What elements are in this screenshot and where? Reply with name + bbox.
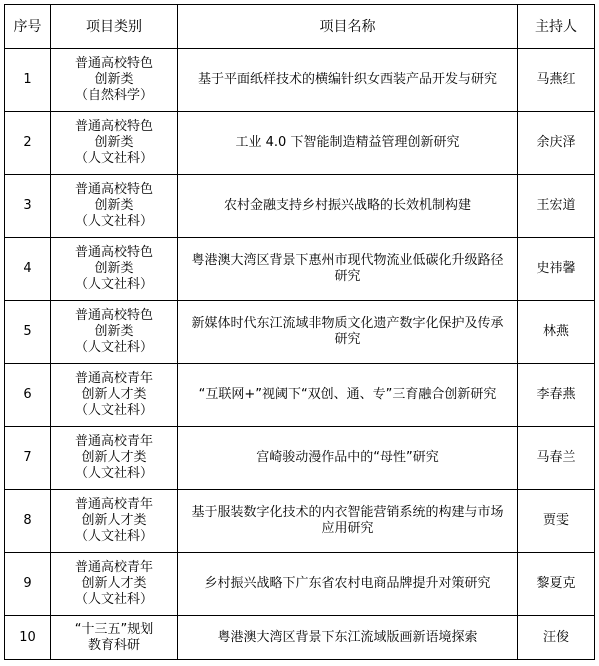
cell-no: 7 [5, 427, 51, 490]
cell-project-name: 乡村振兴战略下广东省农村电商品牌提升对策研究 [178, 553, 518, 616]
cell-project-name: 宫崎骏动漫作品中的“母性”研究 [178, 427, 518, 490]
category-line: 普通高校青年 [74, 560, 153, 575]
category-line: 教育科研 [87, 637, 140, 653]
cell-no: 1 [5, 49, 51, 112]
cell-no: 6 [5, 364, 51, 427]
cell-project-name: “互联网+”视阈下“双创、通、专”三育融合创新研究 [178, 364, 518, 427]
cell-host: 余庆泽 [518, 112, 595, 175]
category-line: 创新类 [94, 198, 134, 213]
category-line: 创新类 [94, 72, 134, 87]
cell-project-name: 工业 4.0 下智能制造精益管理创新研究 [178, 112, 518, 175]
category-line: 创新类 [94, 135, 134, 150]
cell-host: 王宏道 [518, 175, 595, 238]
table-row [5, 238, 595, 301]
header-category: 项目类别 [51, 5, 178, 49]
cell-project-name: 农村金融支持乡村振兴战略的长效机制构建 [178, 175, 518, 238]
category-line: “十三五”规划 [74, 621, 154, 637]
category-line: （人文社科） [74, 592, 153, 607]
table-row [5, 175, 595, 238]
cell-host: 汪俊 [518, 616, 595, 660]
cell-host: 贾雯 [518, 490, 595, 553]
category-line: 普通高校青年 [74, 497, 153, 512]
cell-project-name: 粤港澳大湾区背景下东江流域版画新语境探索 [178, 616, 518, 660]
table-row [5, 553, 595, 616]
category-line: 普通高校特色 [74, 119, 153, 134]
table-row [5, 301, 595, 364]
header-name: 项目名称 [178, 5, 518, 49]
table-row [5, 427, 595, 490]
cell-project-name: 新媒体时代东江流域非物质文化遗产数字化保护及传承研究 [178, 301, 518, 364]
cell-category [51, 490, 178, 553]
cell-category [51, 175, 178, 238]
category-line: 创新人才类 [81, 576, 147, 591]
category-line: 普通高校特色 [74, 245, 153, 260]
table-row [5, 364, 595, 427]
cell-no: 9 [5, 553, 51, 616]
cell-no: 4 [5, 238, 51, 301]
category-line: 创新类 [94, 324, 134, 339]
cell-category [51, 301, 178, 364]
category-line: （自然科学） [74, 88, 153, 103]
category-line: （人文社科） [74, 277, 153, 292]
table-row [5, 112, 595, 175]
header-host: 主持人 [518, 5, 595, 49]
cell-category [51, 49, 178, 112]
category-line: 创新人才类 [81, 450, 147, 465]
cell-category [51, 364, 178, 427]
cell-host: 林燕 [518, 301, 595, 364]
cell-project-name: 粤港澳大湾区背景下惠州市现代物流业低碳化升级路径研究 [178, 238, 518, 301]
header-no: 序号 [5, 5, 51, 49]
table-row [5, 616, 595, 660]
cell-project-name: 基于平面纸样技术的横编针织女西装产品开发与研究 [178, 49, 518, 112]
cell-no: 3 [5, 175, 51, 238]
cell-host: 李春燕 [518, 364, 595, 427]
category-line: （人文社科） [74, 151, 153, 166]
category-line: 创新人才类 [81, 387, 147, 402]
project-table [4, 4, 595, 660]
cell-category [51, 616, 178, 660]
table-header-row [5, 5, 595, 49]
category-line: 普通高校特色 [74, 56, 153, 71]
cell-no: 8 [5, 490, 51, 553]
cell-category [51, 112, 178, 175]
category-line: （人文社科） [74, 529, 153, 544]
category-line: 普通高校特色 [74, 182, 153, 197]
category-line: （人文社科） [74, 466, 153, 481]
category-line: 普通高校青年 [74, 371, 153, 386]
category-line: 创新人才类 [81, 513, 147, 528]
category-line: 创新类 [94, 261, 134, 276]
cell-category [51, 427, 178, 490]
cell-host: 黎夏克 [518, 553, 595, 616]
category-line: （人文社科） [74, 340, 153, 355]
cell-project-name: 基于服装数字化技术的内衣智能营销系统的构建与市场应用研究 [178, 490, 518, 553]
category-line: 普通高校特色 [74, 308, 153, 323]
table-row [5, 49, 595, 112]
cell-no: 2 [5, 112, 51, 175]
cell-no: 10 [5, 616, 51, 660]
cell-host: 史祎馨 [518, 238, 595, 301]
table-row [5, 490, 595, 553]
cell-category [51, 238, 178, 301]
category-line: （人文社科） [74, 214, 153, 229]
category-line: （人文社科） [74, 403, 153, 418]
cell-host: 马春兰 [518, 427, 595, 490]
cell-host: 马燕红 [518, 49, 595, 112]
category-line: 普通高校青年 [74, 434, 153, 449]
cell-no: 5 [5, 301, 51, 364]
cell-category [51, 553, 178, 616]
